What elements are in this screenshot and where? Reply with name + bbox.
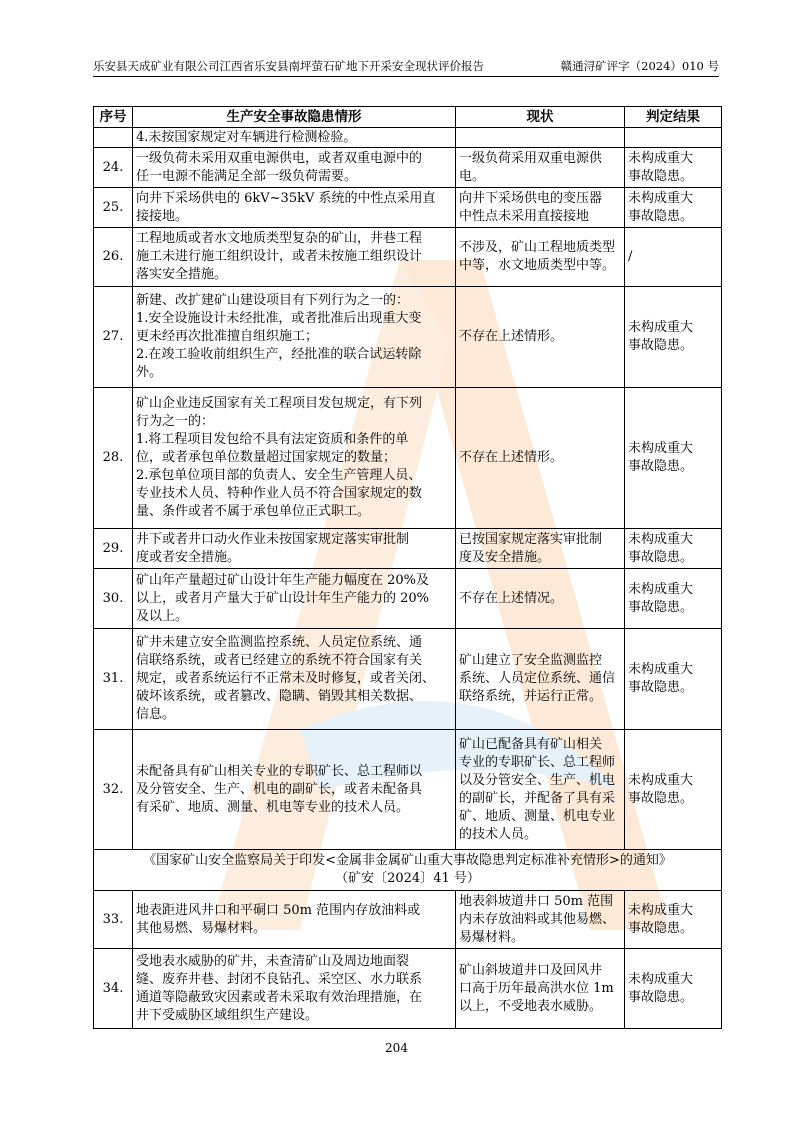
table-row bbox=[94, 148, 722, 188]
result-text-line: 未构成重大 bbox=[628, 971, 694, 987]
status-text-line: 口高于历年最高洪水位 1m bbox=[459, 980, 614, 996]
status-text-line: 地表斜坡道井口 50m 范围 bbox=[459, 893, 614, 909]
status-text-line: 专业的专职矿长、总工程师 bbox=[459, 754, 616, 770]
hazard-text-line: 1.将工程项目发包给不具有法定资质和条件的单 bbox=[136, 432, 409, 447]
hazard-text-line: 以上，或者月产量大于矿山设计年生产能力的 20% bbox=[136, 590, 430, 606]
hazard-text-cell bbox=[133, 388, 456, 529]
hazard-text-line: 其他易燃、易爆材料。 bbox=[136, 920, 267, 936]
status-text-line: 联络系统，并运行正常。 bbox=[459, 689, 603, 704]
status-text-line: 系统、人员定位系统、通信 bbox=[459, 671, 616, 686]
table-row bbox=[94, 228, 722, 287]
hazard-text-line: 专业技术人员、特种作业人员不符合国家规定的数 bbox=[136, 486, 423, 501]
status-text-cell bbox=[456, 891, 625, 949]
hazard-text-cell bbox=[133, 730, 456, 850]
hazard-text-line: 及分管安全、生产、机电的副矿长，或者未配备具 bbox=[136, 781, 423, 797]
col-header-result: 判定结果 bbox=[625, 107, 722, 128]
status-text-line: 内未存放油料或其他易燃、 bbox=[459, 911, 616, 927]
row-number: 32. bbox=[94, 730, 133, 850]
table-header-row bbox=[94, 107, 722, 128]
row-number: 29. bbox=[94, 529, 133, 569]
result-text-line: 事故隐患。 bbox=[628, 338, 694, 353]
result-text-line: 事故隐患。 bbox=[628, 599, 694, 615]
hazard-text-cell bbox=[133, 569, 456, 629]
status-text-line: 易爆材料。 bbox=[459, 929, 525, 945]
status-text-line: 度及安全措施。 bbox=[459, 549, 551, 565]
hazard-text-line: 信息。 bbox=[136, 707, 176, 722]
table-row bbox=[94, 529, 722, 569]
table-row bbox=[94, 569, 722, 629]
status-text-line: 矿山斜坡道井口及回风井 bbox=[459, 962, 603, 978]
status-text-cell bbox=[456, 388, 625, 529]
status-text-line: 一级负荷采用双重电源供 bbox=[459, 150, 603, 166]
hazard-text-line: 通道等隐蔽致灾因素或者未采取有效治理措施，在 bbox=[136, 989, 423, 1005]
row-number bbox=[94, 128, 133, 148]
hazard-text-line: 外。 bbox=[136, 365, 163, 380]
result-text-line: 未构成重大 bbox=[628, 662, 694, 677]
hazard-text-cell bbox=[133, 128, 456, 148]
section-row bbox=[94, 850, 722, 891]
hazard-text-line: 新建、改扩建矿山建设项目有下列行为之一的： bbox=[136, 293, 410, 308]
result-text-cell bbox=[625, 730, 722, 850]
hazard-text-line: 规定，或者系统运行不正常未及时修复，或者关闭、 bbox=[136, 671, 436, 686]
col-header-status: 现状 bbox=[456, 107, 625, 128]
hazard-text-line: 井下或者井口动火作业未按国家规定落实审批制 bbox=[136, 531, 410, 547]
hazard-text-cell bbox=[133, 891, 456, 949]
result-text-line: 事故隐患。 bbox=[628, 549, 694, 565]
result-text-line: / bbox=[628, 249, 633, 264]
hazard-text-line: 向井下采场供电的 6kV~35kV 系统的中性点采用直 bbox=[136, 190, 436, 206]
col-header-hazard: 生产安全事故隐患情形 bbox=[133, 107, 456, 128]
status-text-line: 的技术人员。 bbox=[459, 826, 538, 842]
result-text-cell bbox=[625, 529, 722, 569]
result-text-cell bbox=[625, 629, 722, 730]
hazard-text-line: 缝、废弃井巷、封闭不良钻孔、采空区、水力联系 bbox=[136, 971, 423, 987]
hazard-text-line: 1.安全设施设计未经批准，或者批准后出现重大变 bbox=[136, 311, 422, 326]
status-text-line: 矿山建立了安全监测监控 bbox=[459, 653, 603, 668]
hazard-text-line: 4.未按国家规定对车辆进行检测检验。 bbox=[136, 129, 357, 145]
status-text-line: 矿山已配备具有矿山相关 bbox=[459, 736, 603, 752]
table-row bbox=[94, 287, 722, 388]
hazard-text-cell bbox=[133, 949, 456, 1029]
status-text-cell bbox=[456, 569, 625, 629]
result-text-line: 未构成重大 bbox=[628, 581, 694, 597]
hazard-text-line: 落实安全措施。 bbox=[136, 267, 228, 282]
hazard-text-line: 信联络系统，或者已经建立的系统不符合国家有关 bbox=[136, 653, 423, 668]
hazard-text-line: 接接地。 bbox=[136, 208, 189, 224]
table-row bbox=[94, 629, 722, 730]
hazard-text-cell bbox=[133, 228, 456, 287]
table-row bbox=[94, 128, 722, 148]
row-number: 28. bbox=[94, 388, 133, 529]
table-row bbox=[94, 891, 722, 949]
result-text-line: 未构成重大 bbox=[628, 190, 694, 206]
status-text-line: 不存在上述情况。 bbox=[459, 590, 564, 606]
hazard-text-line: 2.在竣工验收前组织生产，经批准的联合试运转除 bbox=[136, 347, 422, 362]
hazard-text-line: 井下受威胁区域组织生产建设。 bbox=[136, 1007, 319, 1023]
table-row bbox=[94, 949, 722, 1029]
page-number: 204 bbox=[385, 1041, 408, 1055]
status-text-cell bbox=[456, 730, 625, 850]
table-row bbox=[94, 388, 722, 529]
status-text-cell bbox=[456, 949, 625, 1029]
status-text-cell bbox=[456, 629, 625, 730]
result-text-line: 未构成重大 bbox=[628, 441, 694, 456]
row-number: 30. bbox=[94, 569, 133, 629]
result-text-cell bbox=[625, 949, 722, 1029]
hazard-text-line: 度或者安全措施。 bbox=[136, 549, 241, 565]
row-number: 34. bbox=[94, 949, 133, 1029]
page-header bbox=[93, 58, 719, 77]
status-text-line: 的副矿长，并配备了具有采 bbox=[459, 790, 616, 806]
section-title: 《国家矿山安全监察局关于印发<金属非金属矿山重大事故隐患判定标准补充情形>的通知》 bbox=[143, 853, 672, 868]
result-text-line: 未构成重大 bbox=[628, 902, 694, 918]
hazard-text-line: 2.承包单位项目部的负责人、安全生产管理人员、 bbox=[136, 468, 422, 483]
table-row bbox=[94, 188, 722, 228]
row-number: 26. bbox=[94, 228, 133, 287]
hazard-text-line: 量、条件或者不属于承包单位正式职工。 bbox=[136, 504, 371, 519]
hazard-text-cell bbox=[133, 287, 456, 388]
hazard-text-line: 施工未进行施工组织设计，或者未按施工组织设计 bbox=[136, 249, 423, 264]
result-text-cell bbox=[625, 148, 722, 188]
status-text-line: 向井下采场供电的变压器 bbox=[459, 190, 603, 206]
status-text-line: 不涉及，矿山工程地质类型 bbox=[459, 240, 616, 255]
result-text-line: 事故隐患。 bbox=[628, 680, 694, 695]
status-text-cell bbox=[456, 287, 625, 388]
hazard-text-cell bbox=[133, 529, 456, 569]
hazard-table bbox=[93, 106, 722, 1029]
status-text-line: 不存在上述情形。 bbox=[459, 450, 564, 465]
status-text-line: 已按国家规定落实审批制 bbox=[459, 531, 603, 547]
hazard-text-line: 及以上。 bbox=[136, 608, 189, 624]
result-text-cell bbox=[625, 128, 722, 148]
hazard-text-line: 更未经再次批准擅自组织施工； bbox=[136, 329, 319, 344]
result-text-line: 事故隐患。 bbox=[628, 459, 694, 474]
status-text-cell bbox=[456, 148, 625, 188]
status-text-line: 中等，水文地质类型中等。 bbox=[459, 258, 616, 273]
result-text-line: 未构成重大 bbox=[628, 772, 694, 788]
hazard-text-cell bbox=[133, 188, 456, 228]
hazard-text-line: 未配备具有矿山相关专业的专职矿长、总工程师以 bbox=[136, 763, 423, 779]
status-text-cell bbox=[456, 228, 625, 287]
result-text-line: 事故隐患。 bbox=[628, 989, 694, 1005]
header-report-title: 乐安县天成矿业有限公司江西省乐安县南坪萤石矿地下开采安全现状评价报告 bbox=[93, 59, 484, 73]
col-header-no: 序号 bbox=[94, 107, 133, 128]
result-text-line: 事故隐患。 bbox=[628, 920, 694, 936]
hazard-text-line: 受地表水威胁的矿井，未查清矿山及周边地面裂 bbox=[136, 953, 410, 969]
result-text-line: 未构成重大 bbox=[628, 320, 694, 335]
status-text-line: 以上，不受地表水威胁。 bbox=[459, 998, 603, 1014]
result-text-cell bbox=[625, 228, 722, 287]
header-report-number: 赣通浔矿评字（2024）010 号 bbox=[560, 59, 719, 73]
row-number: 24. bbox=[94, 148, 133, 188]
hazard-text-line: 有采矿、地质、测量、机电等专业的技术人员。 bbox=[136, 799, 410, 815]
row-number: 31. bbox=[94, 629, 133, 730]
status-text-cell bbox=[456, 529, 625, 569]
status-text-cell bbox=[456, 128, 625, 148]
hazard-text-line: 地表距进风井口和平硐口 50m 范围内存放油料或 bbox=[136, 902, 421, 918]
result-text-cell bbox=[625, 388, 722, 529]
status-text-line: 电。 bbox=[459, 168, 486, 184]
result-text-cell bbox=[625, 891, 722, 949]
hazard-text-line: 工程地质或者水文地质类型复杂的矿山，井巷工程 bbox=[136, 231, 423, 246]
status-text-line: 中性点未采用直接接地 bbox=[459, 208, 590, 224]
row-number: 25. bbox=[94, 188, 133, 228]
hazard-text-line: 矿井未建立安全监测监控系统、人员定位系统、通 bbox=[136, 635, 423, 650]
status-text-line: 以及分管安全、生产、机电 bbox=[459, 772, 616, 788]
status-text-line: 矿、地质、测量、机电专业 bbox=[459, 808, 616, 824]
result-text-cell bbox=[625, 287, 722, 388]
status-text-line: 不存在上述情形。 bbox=[459, 329, 564, 344]
hazard-text-line: 矿山企业违反国家有关工程项目发包规定，有下列 bbox=[136, 396, 423, 411]
result-text-line: 未构成重大 bbox=[628, 531, 694, 547]
row-number: 27. bbox=[94, 287, 133, 388]
result-text-cell bbox=[625, 188, 722, 228]
hazard-text-cell bbox=[133, 148, 456, 188]
hazard-text-line: 破坏该系统，或者篡改、隐瞒、销毁其相关数据、 bbox=[136, 689, 423, 704]
result-text-line: 事故隐患。 bbox=[628, 168, 694, 184]
hazard-text-line: 一级负荷未采用双重电源供电，或者双重电源中的 bbox=[136, 150, 423, 166]
section-doc-number: （矿安〔2024〕41 号） bbox=[335, 871, 480, 886]
result-text-cell bbox=[625, 569, 722, 629]
hazard-text-line: 任一电源不能满足全部一级负荷需要。 bbox=[136, 168, 358, 184]
row-number: 33. bbox=[94, 891, 133, 949]
hazard-text-line: 位，或者承包单位数量超过国家规定的数量； bbox=[136, 450, 397, 465]
result-text-line: 未构成重大 bbox=[628, 150, 694, 166]
hazard-text-cell bbox=[133, 629, 456, 730]
status-text-cell bbox=[456, 188, 625, 228]
table-row bbox=[94, 730, 722, 850]
hazard-text-line: 行为之一的： bbox=[136, 414, 215, 429]
result-text-line: 事故隐患。 bbox=[628, 208, 694, 224]
result-text-line: 事故隐患。 bbox=[628, 790, 694, 806]
hazard-text-line: 矿山年产量超过矿山设计年生产能力幅度在 20%及 bbox=[136, 572, 430, 588]
